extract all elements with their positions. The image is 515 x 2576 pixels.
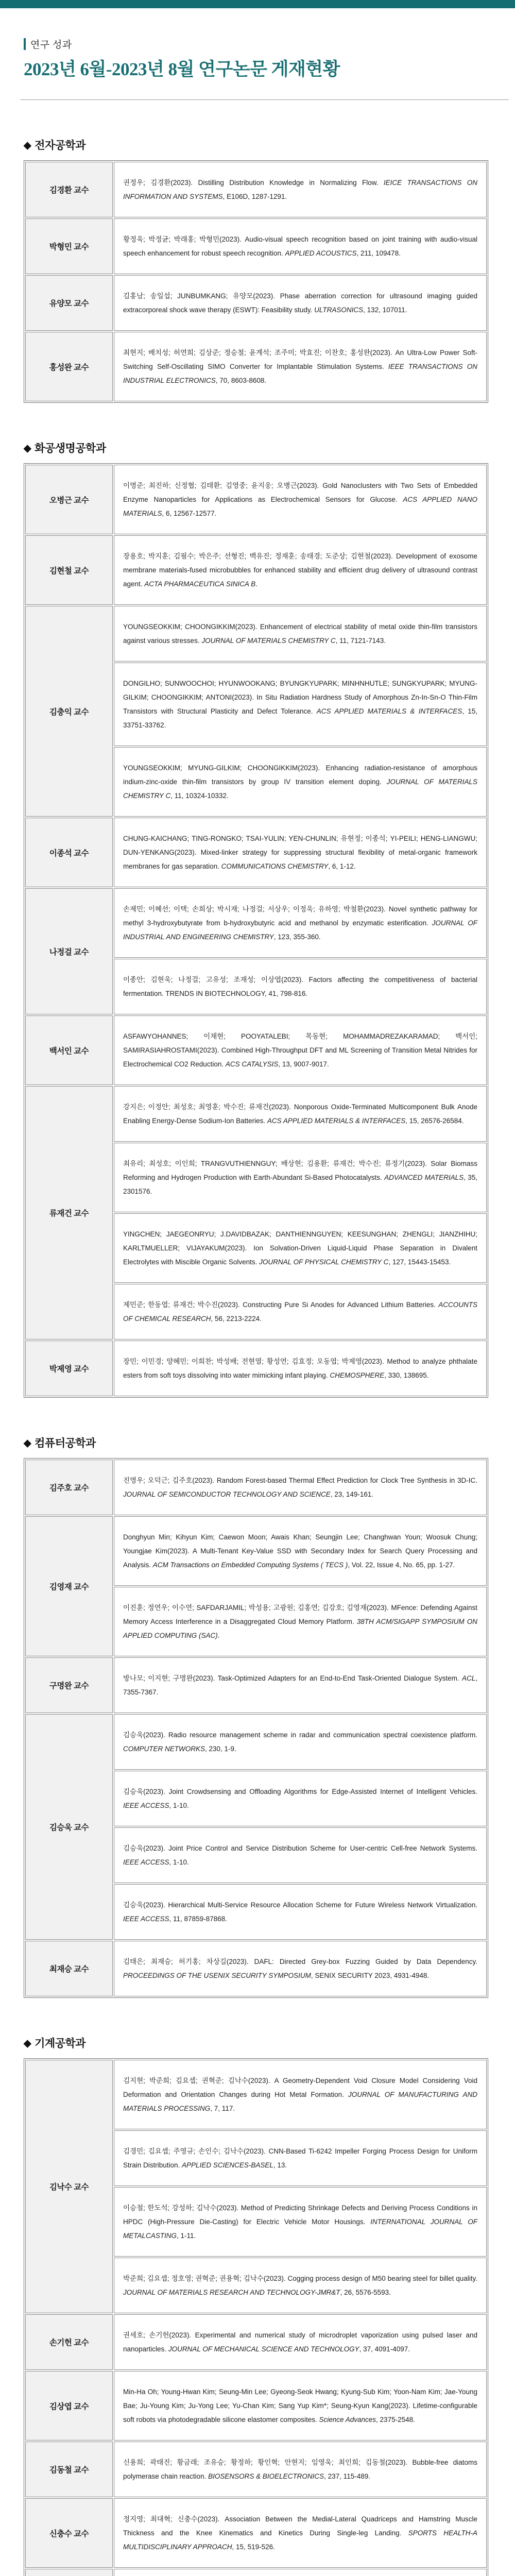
citation-text: , 13. — [273, 2161, 287, 2170]
journal-name: CHEMOSPHERE — [330, 1371, 385, 1380]
table-row — [25, 1015, 487, 1085]
dept-section — [24, 137, 488, 403]
professor-cell: 김상엽 교수 — [25, 2371, 113, 2441]
citation-text: 김승욱(2023). Radio resource management scheme in radar and communication spectral coexistence platform. — [123, 1731, 477, 1739]
citation-text: , 1-10. — [169, 1858, 189, 1867]
journal-name: ACS APPLIED MATERIALS & INTERFACES — [316, 707, 462, 716]
citation-text: . — [217, 1632, 220, 1640]
citation-text: , 127, 15443-15453. — [388, 1258, 451, 1266]
citation-text: , 15, 519-526. — [232, 2543, 275, 2551]
dept-title: 화공생명공학과 — [35, 443, 106, 455]
citation-text: 강지은; 이정안; 최성호; 최영훈; 박수진; 류재건(2023). Nonporous Oxide-Terminated Multicomponent Bulk Anode Enabling Energy-Dense Sodium-Ion Batteries. — [123, 1103, 477, 1125]
journal-name: APPLIED ACOUSTICS — [285, 249, 357, 258]
professor-cell: 손기헌 교수 — [25, 2314, 113, 2370]
publication-cell — [114, 1884, 487, 1940]
publication-cell — [114, 888, 487, 958]
publication-cell — [114, 332, 487, 401]
publication-cell — [114, 2130, 487, 2186]
table-row — [25, 1714, 487, 1770]
professor-cell: 김경환 교수 — [25, 162, 113, 217]
citation-text: , 211, 109478. — [356, 249, 401, 258]
professor-cell: 김영재 교수 — [25, 1516, 113, 1656]
citation-text: , 123, 355-360. — [273, 933, 321, 941]
table-row — [25, 2569, 487, 2576]
publications-table — [24, 1458, 488, 1998]
table-row — [25, 1086, 487, 1142]
publication-cell — [114, 535, 487, 605]
publication-cell — [114, 1714, 487, 1770]
citation-text: , 13, 9007-9017. — [278, 1060, 329, 1069]
table-row — [25, 1341, 487, 1396]
publication-cell — [114, 1771, 487, 1826]
journal-name: JOURNAL OF INDUSTRIAL AND ENGINEERING CHEMISTRY — [123, 919, 478, 941]
professor-cell: 박제영 교수 — [25, 1341, 113, 1396]
publication-cell — [114, 275, 487, 331]
citation-text: 손제민; 이혜선; 이택; 손희상; 박시재; 나정걸; 서상우; 이정욱; 유하영; 박철환(2023). Novel synthetic pathway for methyl 3-hydroxybutyrate from b-hydroxybutyric acid and methanol by enzymatic esterification. — [123, 905, 477, 927]
journal-name: ACS APPLIED NANO MATERIALS — [123, 496, 477, 518]
citation-text: 권세호; 손기헌(2023). Experimental and numerical study of microdroplet vaporization using pulsed laser and nanoparticles. — [123, 2331, 477, 2353]
table-row — [25, 888, 487, 958]
citation-text: , 37, 4091-4097. — [359, 2345, 410, 2353]
journal-name: PROCEEDINGS OF THE USENIX SECURITY SYMPOSIUM — [123, 1972, 311, 1980]
professor-cell: 백서인 교수 — [25, 1015, 113, 1085]
citation-text: , 237, 115-489. — [324, 2472, 370, 2481]
professor-cell: 이종석 교수 — [25, 818, 113, 887]
dept-section — [24, 1435, 488, 1998]
journal-name: APPLIED SCIENCES-BASEL — [182, 2161, 273, 2170]
journal-name: JOURNAL OF MATERIALS CHEMISTRY C — [201, 637, 336, 645]
citation-text: ASFAWYOHANNES; 이채현; POOYATALEBI; 목동현; MOHAMMADREZAKARAMAD; 백서인; SAMIRASIAHROSTAMI(2023). Combined High-Throughput DFT and ML Screening of Transition Metal Nitrides for Electrochemical CO2 Reduction. — [123, 1032, 477, 1069]
citation-text: YOUNGSEOKKIM; MYUNG-GILKIM; CHOONGIKKIM(2023). Enhancing radiation-resistance of amorphous indium-zinc-oxide thin-film transistors by group IV transition element doping. — [123, 764, 477, 786]
citation-text: , 26, 5576-5593. — [340, 2289, 391, 2297]
publication-cell — [114, 218, 487, 274]
professor-cell: 오병근 교수 — [25, 465, 113, 534]
page-label: 연구 성과 — [30, 40, 72, 50]
journal-name: JOURNAL OF MANUFACTURING AND MATERIALS PROCESSING — [123, 2091, 477, 2113]
journal-name: Science Advances — [319, 2416, 376, 2424]
professor-cell: 구명완 교수 — [25, 1657, 113, 1713]
professor-cell — [25, 2569, 113, 2576]
citation-text: 이명준; 최진하; 신정협; 김태환; 김영중; 윤지웅; 오병근(2023). Gold Nanoclusters with Two Sets of Embedded Enzyme Nanoparticles for Applications as Electrochemical Sensors for Glucose. — [123, 482, 477, 504]
diamond-icon: ◆ — [24, 1438, 31, 1449]
table-row — [25, 332, 487, 401]
citation-text: , 1-10. — [169, 1802, 189, 1810]
citation-text: 권정우; 김경환(2023). Distilling Distribution Knowledge in Normalizing Flow. — [123, 179, 384, 187]
citation-text: , 56, 2213-2224. — [211, 1315, 262, 1323]
journal-name: JOURNAL OF MATERIALS RESEARCH AND TECHNOLOGY-JMR&T — [123, 2289, 340, 2297]
citation-text: 박준희; 김요셉; 정호영; 권혁준; 권용혁; 김낙수(2023). Cogging process design of M50 bearing steel for billet quality. — [123, 2275, 477, 2283]
citation-text: Donghyun Min; Kihyun Kim; Caewon Moon; Awais Khan; Seungjin Lee; Changhwan Youn; Woosuk Chung; Youngjae Kim(2023). A Multi-Tenant Key-Value SSD with Secondary Index for Search Query Processing and Analysis. — [123, 1533, 477, 1569]
publication-cell — [114, 2187, 487, 2257]
professor-cell: 나정걸 교수 — [25, 888, 113, 1014]
journal-name: ACL — [461, 1674, 476, 1683]
professor-cell: 김충익 교수 — [25, 606, 113, 817]
dept-header — [24, 2035, 488, 2050]
dept-title: 기계공학과 — [35, 2038, 86, 2050]
citation-text: , Vol. 22, Issue 4, No. 65, pp. 1-27. — [348, 1561, 455, 1569]
diamond-icon: ◆ — [24, 2038, 31, 2049]
citation-text: 최현지; 배치성; 허연희; 김상준; 정승철; 윤계석; 조주미; 박효진; 이찬호; 홍성완(2023). An Ultra-Low Power Soft-Switching Self-Oscillating SIMO Converter for Implantable Stimulation Systems. — [123, 349, 477, 371]
professor-cell: 김주호 교수 — [25, 1460, 113, 1515]
publication-cell — [114, 1941, 487, 1996]
citation-text: Min-Ha Oh; Young-Hwan Kim; Seung-Min Lee; Gyeong-Seok Hwang; Kyung-Sub Kim; Yoon-Nam Kim; Jae-Young Bae; Ju-Young Kim; Ju-Yong Lee; Yu-Chan Kim; Sang Yup Kim*; Seung-Kyun Kang(2023). Lifetime-configurable soft robots via photodegradable silicone elastomer composites. — [123, 2388, 477, 2424]
citation-text: , 7, 117. — [210, 2105, 235, 2113]
citation-text: , 2375-2548. — [376, 2416, 415, 2424]
publication-cell — [114, 162, 487, 217]
citation-text: 최유리; 최성호; 이인희; TRANGVUTHIENNGUY; 배상현; 김용환; 류재건; 박수진; 류정기(2023). Solar Biomass Reforming and Hydrogen Production with Earth-Abundant Si-Based Photocatalysts. — [123, 1160, 477, 1182]
citation-text: YINGCHEN; JAEGEONRYU; J.DAVIDBAZAK; DANTHIENNGUYEN; KEESUNGHAN; ZHENGLI; JIANZHIHU; KARLTMUELLER; VIJAYAKUM(2023). Ion Solvation-Driven Liquid-Liquid Phase Separation in Divalent Electrolytes with Miscible Organic Solvents. — [123, 1230, 477, 1266]
citation-text: , 330, 138695. — [384, 1371, 429, 1380]
citation-text: , 6, 1-12. — [328, 862, 356, 871]
report-label-row — [24, 37, 488, 51]
citation-text: 장용호; 박지훈; 김필수; 박은주; 선형진; 백유진; 정재훈; 송태경; 도준상; 김현철(2023). Development of exosome membrane materials-fused microbubbles for enhanced stability and efficient drug delivery of ultrasound contrast agent. — [123, 552, 477, 588]
citation-text: 방나모; 이지현; 구명완(2023). Task-Optimized Adapters for an End-to-End Task-Oriented Dialogue System. — [123, 1674, 462, 1683]
citation-text: 김지현; 박준희; 김요셉; 권혁준; 김낙수(2023). A Geometry-Dependent Void Closure Model Considering Void Deformation and Orientation Changes during Hot Metal Formation. — [123, 2077, 477, 2099]
table-row — [25, 218, 487, 274]
professor-cell: 홍성완 교수 — [25, 332, 113, 401]
journal-name: IEICE TRANSACTIONS ON INFORMATION AND SYSTEMS — [123, 179, 477, 201]
publication-cell — [114, 959, 487, 1014]
citation-text: , 6, 12567-12577. — [162, 510, 217, 518]
dept-section — [24, 440, 488, 1398]
table-row — [25, 465, 487, 534]
citation-text: . — [255, 580, 258, 588]
publication-cell — [114, 818, 487, 887]
citation-text: 진명우; 오덕근; 김주호(2023). Random Forest-based Thermal Effect Prediction for Clock Tree Synthesis in 3D-IC. — [123, 1477, 477, 1485]
professor-cell: 신충수 교수 — [25, 2498, 113, 2568]
journal-name: ADVANCED MATERIALS — [384, 1174, 464, 1182]
publication-cell — [114, 1341, 487, 1396]
publication-cell — [114, 1213, 487, 1283]
dept-title: 전자공학과 — [35, 140, 86, 152]
citation-text: 황정욱; 박정균; 박래홍; 박형민(2023). Audio-visual speech recognition based on joint training with audio-visual speech enhancement for robust speech recognition. — [123, 235, 477, 258]
citation-text: , 23, 149-161. — [330, 1490, 374, 1499]
journal-name: COMMUNICATIONS CHEMISTRY — [221, 862, 329, 871]
publication-cell — [114, 1143, 487, 1212]
citation-text: , 35, 2301576. — [123, 1174, 477, 1196]
dept-header — [24, 137, 488, 152]
citation-text: 신용희; 곽태진; 황금래; 조유승; 황정하; 황인혁; 안현지; 임영욱; 최인희; 김동철(2023). Bubble-free diatoms polymerase chain reaction. — [123, 2459, 477, 2481]
table-row — [25, 1941, 487, 1996]
table-row — [25, 2060, 487, 2129]
header-divider — [21, 99, 509, 100]
citation-text: 이승철; 한도석; 강성하; 김낙수(2023). Method of Predicting Shrinkage Defects and Deriving Process Conditions in HPDC (High-Pressure Die-Casting) for Electric Vehicle Motor Housings. — [123, 2204, 477, 2226]
citation-text: 정지영; 최대혁; 신충수(2023). Association Between the Medial-Lateral Quadriceps and Hamstring Muscle Thickness and the Knee Kinematics and Kinetics During Single-leg Landing. — [123, 2515, 477, 2537]
dept-section — [24, 2035, 488, 2576]
publication-cell — [114, 2498, 487, 2568]
journal-name: ACS CATALYSIS — [225, 1060, 279, 1069]
citation-text: , 11, 87859-87868. — [169, 1915, 227, 1923]
citation-text: 김승욱(2023). Joint Crowdsensing and Offloading Algorithms for Edge-Assisted Internet of Intelligent Vehicles. — [123, 1788, 477, 1796]
citation-text: 김태은; 최재승; 허기홍; 차상길(2023). DAFL: Directed Grey-box Fuzzing Guided by Data Dependency. — [123, 1958, 477, 1966]
publication-cell — [114, 2314, 487, 2370]
publication-cell — [114, 2442, 487, 2497]
citation-text: YOUNGSEOKKIM; CHOONGIKKIM(2023). Enhancement of electrical stability of metal oxide thin-film transistors against various stresses. — [123, 623, 477, 645]
publication-cell — [114, 1284, 487, 1340]
table-row — [25, 1657, 487, 1713]
journal-name: JOURNAL OF SEMICONDUCTOR TECHNOLOGY AND SCIENCE — [123, 1490, 331, 1499]
publications-table — [24, 463, 488, 1398]
journal-name: ULTRASONICS — [314, 306, 364, 314]
citation-text: CHUNG-KAICHANG; TING-RONGKO; TSAI-YULIN; YEN-CHUNLIN; 유현정; 이종석; YI-PEILI; HENG-LIANGWU; DUN-YENKANG(2023). Mixed-linker strategy for suppressing structural flexibility of metal-organic framework membranes for gas separation. — [123, 835, 477, 871]
citation-text: , 132, 107011. — [363, 306, 407, 314]
journal-name: ACM Transactions on Embedded Computing Systems ( TECS ) — [152, 1561, 348, 1569]
citation-text: , E106D, 1287-1291. — [222, 193, 287, 201]
table-row — [25, 1516, 487, 1586]
journal-name: COMPUTER NETWORKS — [123, 1745, 205, 1753]
journal-name: SPORTS HEALTH-A MULTIDISCIPLINARY APPROACH — [123, 2529, 477, 2551]
publication-cell — [114, 1516, 487, 1586]
table-row — [25, 162, 487, 217]
citation-text: , 11, 10324-10332. — [170, 792, 229, 800]
publications-table — [24, 160, 488, 403]
citation-text: 김승욱(2023). Hierarchical Multi-Service Resource Allocation Scheme for Future Wireless Network Virtualization. — [123, 1901, 477, 1909]
table-row — [25, 2498, 487, 2568]
label-accent-bar-icon — [24, 38, 26, 50]
journal-name: JOURNAL OF MATERIALS CHEMISTRY C — [123, 778, 477, 800]
publication-cell — [114, 2060, 487, 2129]
diamond-icon: ◆ — [24, 140, 31, 151]
citation-text: 김경민; 김요셉; 주영규; 손인수; 김낙수(2023). CNN-Based Ti-6242 Impeller Forging Process Design for Uniform Strain Distribution. — [123, 2147, 477, 2170]
publication-cell — [114, 1827, 487, 1883]
table-row — [25, 2371, 487, 2441]
citation-text: , 230, 1-9. — [205, 1745, 236, 1753]
journal-name: IEEE ACCESS — [123, 1802, 169, 1810]
publications-table — [24, 2058, 488, 2576]
professor-cell: 유양모 교수 — [25, 275, 113, 331]
publication-cell — [114, 663, 487, 746]
citation-text: , 15, 33751-33762. — [123, 707, 477, 730]
table-row — [25, 2442, 487, 2497]
publication-cell — [114, 606, 487, 662]
publication-cell — [114, 1587, 487, 1656]
professor-cell: 김승욱 교수 — [25, 1714, 113, 1940]
citation-text: , SENIX SECURITY 2023, 4931-4948. — [311, 1972, 430, 1980]
journal-name: INTERNATIONAL JOURNAL OF METALCASTING — [123, 2218, 477, 2240]
journal-name: IEEE ACCESS — [123, 1858, 169, 1867]
journal-name: IEEE ACCESS — [123, 1915, 169, 1923]
dept-header — [24, 1435, 488, 1450]
table-row — [25, 1460, 487, 1515]
professor-cell: 김동철 교수 — [25, 2442, 113, 2497]
journal-name: JOURNAL OF MECHANICAL SCIENCE AND TECHNOLOGY — [168, 2345, 359, 2353]
citation-text: 이종안; 김현욱; 나정걸; 고유성; 조재성; 이상엽(2023). Factors affecting the competitiveness of bacterial fermentation. TRENDS IN BIOTECHNOLOGY, 41, 798-816. — [123, 976, 477, 998]
dept-header — [24, 440, 488, 455]
dept-title: 컴퓨터공학과 — [35, 1437, 96, 1450]
professor-cell: 박형민 교수 — [25, 218, 113, 274]
journal-name: IEEE TRANSACTIONS ON INDUSTRIAL ELECTRONICS — [123, 363, 477, 385]
citation-text: 제민준; 한동엽; 류재건; 박수진(2023). Constructing Pure Si Anodes for Advanced Lithium Batteries. — [123, 1301, 439, 1309]
table-row — [25, 606, 487, 662]
publication-cell — [114, 2569, 487, 2576]
page-title: 2023년 6월-2023년 8월 연구논문 게재현황 — [24, 59, 340, 79]
top-accent-bar — [0, 0, 515, 8]
journal-name: JOURNAL OF PHYSICAL CHEMISTRY C — [259, 1258, 389, 1266]
publication-cell — [114, 2258, 487, 2313]
journal-name: ACS APPLIED MATERIALS & INTERFACES — [267, 1117, 406, 1125]
citation-text: 이진훈; 정연우; 이수연; SAFDARJAMIL; 박성용; 고광원; 김홍연; 김강호; 김영재(2023). MFence: Defending Against Memory Access Interference in a Disaggregated Cloud Memory Platform. — [123, 1604, 477, 1626]
page-header — [24, 37, 488, 80]
professor-cell: 최재승 교수 — [25, 1941, 113, 1996]
publication-cell — [114, 1086, 487, 1142]
journal-name: ACTA PHARMACEUTICA SINICA B — [144, 580, 256, 588]
publication-cell — [114, 2371, 487, 2441]
citation-text: 김홍남; 송일섭; JUNBUMKANG; 유양모(2023). Phase aberration correction for ultrasound imaging guided extracorporeal shock wave therapy (ESWT): Feasibility study. — [123, 292, 477, 314]
diamond-icon: ◆ — [24, 443, 31, 454]
publication-cell — [114, 1460, 487, 1515]
journal-name: 38TH ACM/SIGAPP SYMPOSIUM ON APPLIED COMPUTING (SAC) — [123, 1618, 477, 1640]
professor-cell: 김낙수 교수 — [25, 2060, 113, 2313]
citation-text: , 70, 8603-8608. — [215, 377, 267, 385]
table-row — [25, 818, 487, 887]
journal-name: ACCOUNTS OF CHEMICAL RESEARCH — [123, 1301, 477, 1323]
citation-text: 장민; 이민경; 양혜민; 이희찬; 박성배; 전현열; 황성연; 김효정; 오동엽; 박제영(2023). Method to analyze phthalate esters from soft toys dissolving into water mimicking infant playing. — [123, 1358, 477, 1380]
publication-cell — [114, 1015, 487, 1085]
table-row — [25, 535, 487, 605]
citation-text: , 1-11. — [177, 2232, 196, 2240]
professor-cell: 류재건 교수 — [25, 1086, 113, 1340]
publication-cell — [114, 465, 487, 534]
citation-text: 김승욱(2023). Joint Price Control and Service Distribution Scheme for User-centric Cell-free Network Systems. — [123, 1844, 477, 1853]
journal-name: BIOSENSORS & BIOELECTRONICS — [208, 2472, 324, 2481]
citation-text: DONGILHO; SUNWOOCHOI; HYUNWOOKANG; BYUNGKYUPARK; MINHNHUTLE; SUNGKYUPARK; MYUNG-GILKIM; CHOONGIKKIM; ANTONI(2023). In Situ Radiation Hardness Study of Amorphous Zn-In-Sn-O Thin-Film Transistors with Structural Plasticity and Defect Tolerance. — [123, 680, 477, 716]
table-row — [25, 275, 487, 331]
publication-cell — [114, 747, 487, 817]
table-row — [25, 2314, 487, 2370]
publication-cell — [114, 1657, 487, 1713]
sections — [0, 137, 515, 2576]
citation-text: , 7355-7367. — [123, 1674, 477, 1697]
professor-cell: 김현철 교수 — [25, 535, 113, 605]
citation-text: , 15, 26576-26584. — [405, 1117, 464, 1125]
citation-text: , 11, 7121-7143. — [335, 637, 386, 645]
